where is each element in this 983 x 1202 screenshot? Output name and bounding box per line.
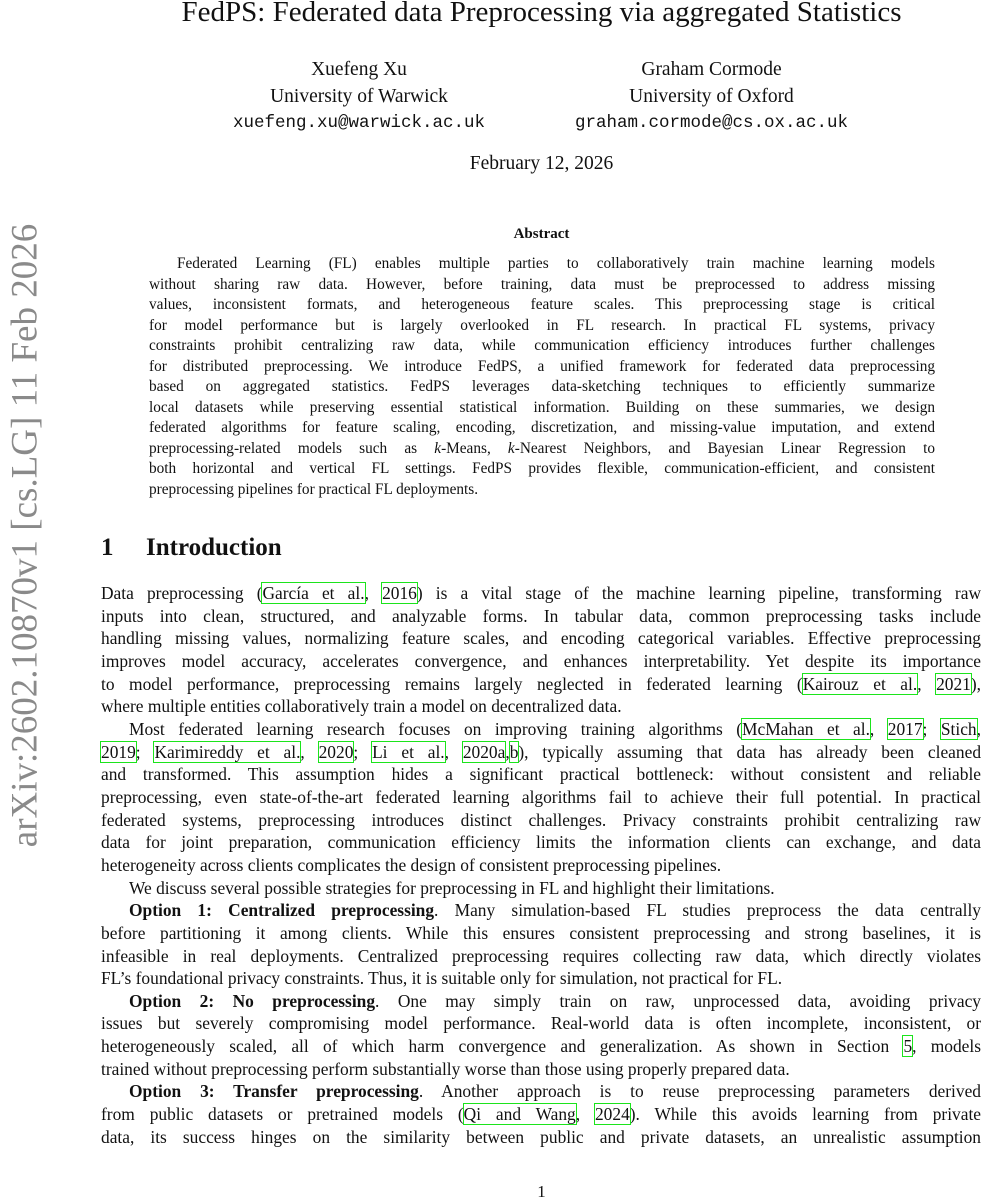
text-run: , xyxy=(300,741,319,762)
citation-link[interactable]: 2021 xyxy=(936,673,971,694)
author-affiliation: University of Oxford xyxy=(629,85,794,107)
text-run: We discuss several possible strategies for preprocessing in FL and highlight their limitations. xyxy=(129,877,775,898)
text-line xyxy=(101,1058,981,1081)
text-line xyxy=(101,582,981,605)
text-run: improves model accuracy, accelerates convergence, and enhances interpretability. Yet despite its importance xyxy=(101,650,981,671)
text-line xyxy=(101,809,981,832)
bold-run-in-heading: Option 3: Transfer preprocessing xyxy=(129,1081,419,1102)
text-line xyxy=(101,854,981,877)
text-line xyxy=(101,922,981,945)
arxiv-sidebar-stamp: arXiv:2602.10870v1 [cs.LG] 11 Feb 2026 xyxy=(4,223,46,848)
text-run: where multiple entities collaboratively train a model on decentralized data. xyxy=(101,696,622,717)
text-run: ), xyxy=(970,673,981,694)
text-line xyxy=(149,459,935,480)
text-run: preprocessing pipelines for practical FL deployments. xyxy=(149,480,479,498)
text-run: ; xyxy=(135,741,155,762)
text-line xyxy=(101,877,981,900)
text-run: -Means, xyxy=(441,439,508,457)
citation-link[interactable]: 2020a xyxy=(462,741,506,762)
text-line xyxy=(101,718,981,741)
text-line xyxy=(101,741,981,764)
paper-date: February 12, 2026 xyxy=(469,153,614,174)
text-run: both horizontal and vertical FL settings. FedPS provides flexible, communication-efficient, and consistent xyxy=(149,460,935,477)
text-line xyxy=(149,316,935,337)
text-line xyxy=(149,254,935,275)
text-run: issues but severely compromising model performance. Real-world data is often incomplete, inconsistent, or xyxy=(101,1013,981,1034)
text-run: for distributed preprocessing. We introduce FedPS, a unified framework for federated data preprocessing xyxy=(149,357,935,375)
math-variable: k xyxy=(434,439,442,457)
text-line xyxy=(101,990,981,1013)
bold-run-in-heading: Option 2: No preprocessing xyxy=(129,990,376,1011)
text-run: infeasible in real deployments. Centralized preprocessing requires collecting raw data, which directly violates xyxy=(101,945,981,966)
text-run: and transformed. This assumption hides a significant practical bottleneck: without consistent and reliable xyxy=(101,764,981,785)
body-text xyxy=(101,582,981,1148)
author-name: Graham Cormode xyxy=(641,59,782,80)
bold-run-in-heading: Option 1: Centralized preprocessing xyxy=(129,900,435,921)
text-line xyxy=(101,1103,981,1126)
author-name: Xuefeng Xu xyxy=(311,59,407,80)
text-run: based on aggregated statistics. FedPS leverages data-sketching techniques to efficiently summarize xyxy=(149,378,935,395)
text-run: . One may simply train on raw, unprocessed data, avoiding privacy xyxy=(375,990,981,1011)
text-run: federated systems, preprocessing introduces distinct challenges. Privacy constraints prohibit centralizing raw xyxy=(101,809,981,830)
text-line xyxy=(101,605,981,628)
text-run: ) is a vital stage of the machine learning pipeline, transforming raw xyxy=(416,583,982,603)
text-run: , models xyxy=(912,1036,982,1057)
text-line xyxy=(149,480,935,501)
text-run: preprocessing, even state-of-the-art federated learning algorithms fail to achieve their full potential. In practical xyxy=(101,786,981,807)
text-line xyxy=(101,1012,981,1035)
text-run: , xyxy=(976,718,981,739)
text-run: handling missing values, normalizing feature scales, and encoding categorical variables. Effective preprocessing xyxy=(101,628,981,649)
text-run: values, inconsistent formats, and heterogeneous feature scales. This preprocessing stage is critical xyxy=(149,296,935,313)
text-run: Most federated learning research focuses on improving training algorithms ( xyxy=(129,718,743,739)
author-block xyxy=(209,57,509,137)
text-run: federated algorithms for feature scaling, encoding, discretization, and missing-value imputation, and extend xyxy=(149,419,935,436)
text-line xyxy=(149,336,935,357)
text-run: before partitioning it among clients. While this ensures consistent preprocessing and strong baselines, it is xyxy=(101,922,981,943)
text-run: data, its success hinges on the similarity between public and private datasets, an unrealistic assumption xyxy=(101,1126,981,1147)
citation-link[interactable]: Karimireddy et al. xyxy=(154,741,301,762)
text-run: , xyxy=(364,583,383,603)
text-line xyxy=(101,695,981,718)
citation-link[interactable]: Kairouz et al. xyxy=(802,673,918,694)
citation-link[interactable]: 2020 xyxy=(318,741,354,762)
author-affiliation: University of Warwick xyxy=(270,85,448,107)
page-number: 1 xyxy=(537,1182,546,1201)
citation-link[interactable]: 2019 xyxy=(101,741,136,762)
text-line xyxy=(101,627,981,650)
text-line xyxy=(101,786,981,809)
text-line xyxy=(149,377,935,398)
author-block xyxy=(560,57,863,137)
citation-link[interactable]: 5 xyxy=(903,1036,913,1057)
text-line xyxy=(149,418,935,439)
citation-link[interactable]: Li et al. xyxy=(372,741,445,762)
text-line xyxy=(101,899,981,922)
citation-link[interactable]: Qi and Wang xyxy=(463,1104,576,1125)
text-run: heterogeneously scaled, all of which harm convergence and generalization. As shown in Section xyxy=(101,1036,904,1057)
citation-link[interactable]: McMahan et al. xyxy=(742,718,870,739)
section-heading xyxy=(101,534,282,562)
author-email[interactable]: xuefeng.xu@warwick.ac.uk xyxy=(232,113,486,133)
section-number: 1 xyxy=(101,534,114,561)
paper-title: FedPS: Federated data Preprocessing via aggregated Statistics xyxy=(181,0,902,28)
text-line xyxy=(101,1126,981,1149)
text-run: ; xyxy=(353,741,373,762)
abstract-text xyxy=(149,254,935,500)
text-run: trained without preprocessing perform substantially worse than those using properly prepared data. xyxy=(101,1058,790,1079)
text-run: , xyxy=(444,741,463,762)
text-run: data for joint preparation, communication efficiency limits the information clients can exchange, and data xyxy=(101,832,981,853)
text-line xyxy=(149,357,935,378)
text-run: without sharing raw data. However, before training, data must be preprocessed to address missing xyxy=(149,275,935,293)
text-run: , xyxy=(505,741,510,762)
text-run: local datasets while preserving essential statistical information. Building on these summaries, we design xyxy=(149,398,935,416)
abstract-heading: Abstract xyxy=(513,226,570,242)
text-run: for model performance but is largely overlooked in FL research. In practical FL systems, privacy xyxy=(149,316,935,334)
citation-link[interactable]: 2016 xyxy=(382,583,417,603)
text-run: to model performance, preprocessing remains largely neglected in federated learning ( xyxy=(101,673,803,694)
text-line xyxy=(101,967,981,990)
text-run: Data preprocessing ( xyxy=(101,583,263,603)
text-run: . Many simulation-based FL studies preprocess the data centrally xyxy=(434,900,981,921)
text-line xyxy=(149,398,935,419)
text-run: , xyxy=(869,718,888,739)
text-line xyxy=(101,831,981,854)
citation-link[interactable]: 2024 xyxy=(594,1104,630,1125)
section-title: Introduction xyxy=(146,534,282,561)
text-line xyxy=(149,275,935,296)
citation-link[interactable]: b xyxy=(509,741,519,762)
text-line xyxy=(149,439,935,460)
text-line xyxy=(101,1080,981,1103)
text-run: preprocessing-related models such as xyxy=(149,439,435,457)
text-run: constraints prohibit centralizing raw data, while communication efficiency introduces further challenges xyxy=(149,337,935,354)
text-run: inputs into clean, structured, and analyzable forms. In tabular data, common preprocessing tasks include xyxy=(101,605,981,626)
text-run: from public datasets or pretrained models ( xyxy=(101,1104,464,1125)
text-line xyxy=(101,673,981,696)
text-line xyxy=(149,295,935,316)
math-variable: k xyxy=(507,439,515,457)
text-run: Federated Learning (FL) enables multiple parties to collaboratively train machine learning models xyxy=(177,255,935,272)
text-line xyxy=(101,945,981,968)
text-run: ; xyxy=(922,718,941,739)
text-line xyxy=(101,763,981,786)
text-run: , xyxy=(575,1104,595,1125)
text-run: heterogeneity across clients complicates the design of consistent preprocessing pipelines. xyxy=(101,854,722,875)
citation-link[interactable]: 2017 xyxy=(887,718,923,739)
author-email[interactable]: graham.cormode@cs.ox.ac.uk xyxy=(574,113,849,133)
text-line xyxy=(101,650,981,673)
text-run: FL’s foundational privacy constraints. Thus, it is suitable only for simulation, not practical for FL. xyxy=(101,968,783,989)
text-run: , xyxy=(917,673,937,694)
text-run: . Another approach is to reuse preprocessing parameters derived xyxy=(418,1081,981,1102)
text-line xyxy=(101,1035,981,1058)
citation-link[interactable]: Stich xyxy=(940,718,977,739)
text-run: ). While this avoids learning from private xyxy=(629,1104,981,1125)
citation-link[interactable]: García et al. xyxy=(262,583,365,603)
text-run: -Nearest Neighbors, and Bayesian Linear Regression to xyxy=(514,439,935,457)
text-run: ), typically assuming that data has already been cleaned xyxy=(518,741,982,762)
